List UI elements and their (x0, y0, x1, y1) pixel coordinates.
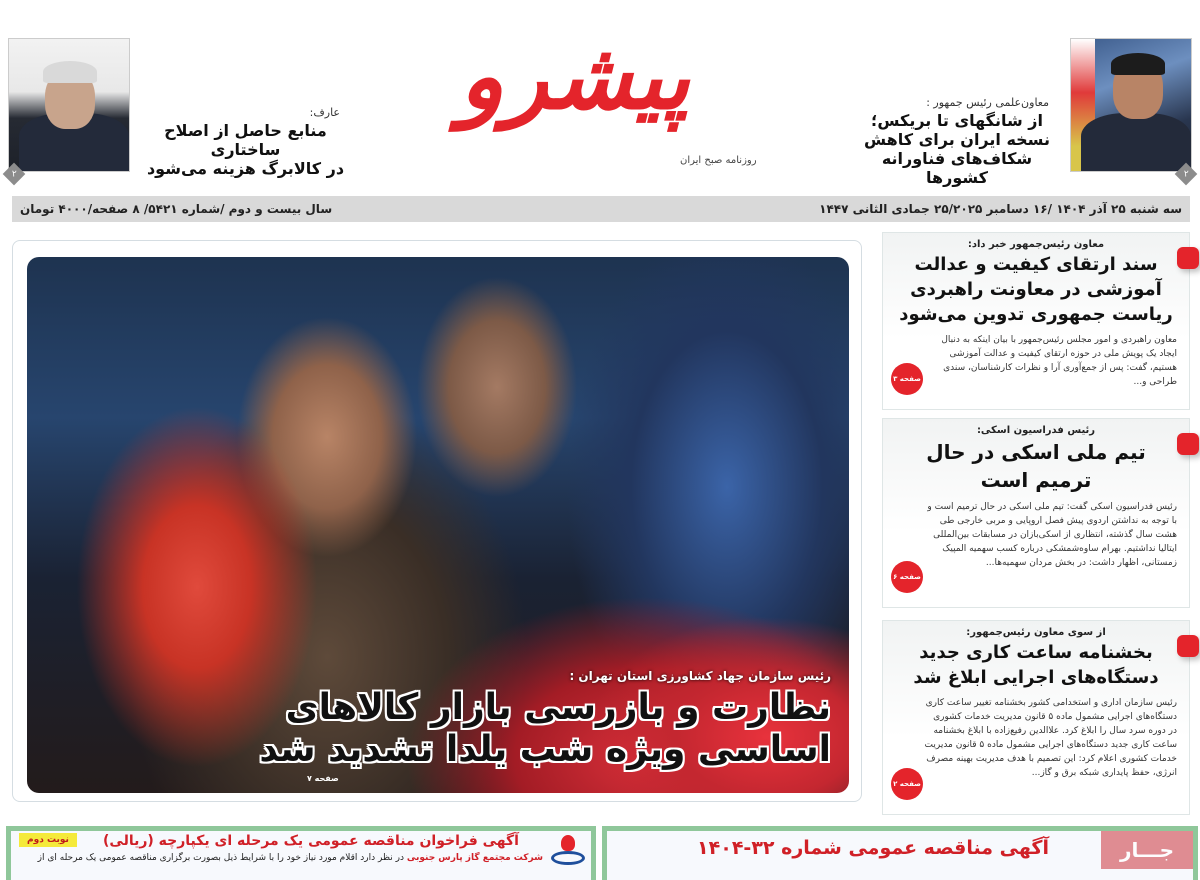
story-headline: تیم ملی اسکی در حال ترمیم است (926, 440, 1146, 492)
story-headline-line: در کالابرگ هزینه می‌شود (146, 159, 345, 178)
main-story-kicker: رئیس سازمان جهاد کشاورزی استان تهران : (569, 669, 831, 683)
story-kicker: معاون رئیس‌جمهور خبر داد: (967, 239, 1105, 250)
logo-subtitle: روزنامه صبح ایران (680, 155, 757, 166)
page-badge[interactable]: صفحه ۶ (891, 561, 923, 593)
story-photo (1070, 38, 1192, 172)
story-photo (8, 38, 130, 172)
main-story-page-label: صفحه ۷ (307, 774, 339, 783)
news-story[interactable] (882, 418, 1190, 608)
tender-ad-right[interactable] (602, 826, 1198, 880)
gas-company-logo-icon (551, 835, 585, 871)
ad-title: آگهی مناقصه عمومی شماره ۳۲-۱۴۰۴ (697, 837, 1049, 859)
main-story-frame (12, 240, 862, 802)
story-body: رئیس فدراسیون اسکی گفت: تیم ملی اسکی در حال ترمیم است و با توجه به نداشتن اردوی پیش فصل اروپایی و مربی خارجی طی هشت سال گذشته، انتظاری از اسکی‌بازان در مسابقات بین‌المللی ایتالیا نداشتیم. بهرام ساوه‌شمشکی درباره کسب سهمیه المپیک زمستانی، اظهار داشت: در بخش مردان سهمیه‌ها... (927, 502, 1177, 568)
issue-info: سال بیست و دوم /شماره ۵۴۲۱/ ۸ صفحه/۴۰۰۰ تومان (20, 202, 333, 216)
story-kicker: از سوی معاون رئیس‌جمهور: (966, 627, 1106, 638)
date-bar (12, 196, 1190, 222)
masthead-story-left[interactable] (8, 38, 348, 178)
news-story[interactable] (882, 620, 1190, 815)
ad-text: شرکت مجتمع گاز پارس جنوبی در نظر دارد اقلام مورد نیاز خود را با شرایط ذیل بصورت برگزاری مناقصه عمومی یک مرحله ای از (37, 853, 543, 863)
red-bullet-icon (1177, 635, 1199, 657)
story-body: معاون راهبردی و امور مجلس رئیس‌جمهور با بیان اینکه به دنبال ایجاد یک پویش ملی در حوزه ارتقای کیفیت و عدالت آموزشی هستیم، گفت: پس از جمع‌آوری آرا و نظرات کارشناسان، سندی طراحی و... (941, 335, 1177, 387)
issue-date: سه شنبه ۲۵ آذر ۱۴۰۴ /۱۶ دسامبر ۲۵/۲۰۲۵ جمادی الثانی ۱۴۴۷ (819, 202, 1182, 216)
newspaper-logo[interactable] (459, 0, 757, 190)
page-number-badge: ۲ (3, 163, 26, 186)
main-story-headline-line: نظارت و بازرسی بازار کالاهای (285, 687, 831, 728)
masthead (0, 0, 1200, 195)
logo-wordmark: پیشرو (459, 22, 690, 130)
story-headline-line: از شانگهای تا بریکس؛ (871, 111, 1043, 130)
ad-title: آگهی فراخوان مناقصه عمومی یک مرحله ای یکپارچه (ریالی) (103, 833, 519, 849)
page-number-badge: ۲ (1175, 163, 1198, 186)
news-story[interactable] (882, 232, 1190, 410)
main-story-caption (259, 669, 831, 771)
ad-round-tag: نوبت دوم (19, 833, 77, 847)
red-bullet-icon (1177, 433, 1199, 455)
tender-ad-left[interactable] (6, 826, 596, 880)
story-headline-line: نسخه ایران برای کاهش (864, 130, 1050, 149)
page-badge[interactable]: صفحه ۲ (891, 768, 923, 800)
story-text (857, 96, 1057, 187)
story-kicker: رئیس فدراسیون اسکی: (976, 425, 1096, 436)
page-badge[interactable]: صفحه ۳ (891, 363, 923, 395)
story-headline-line: شکاف‌های فناورانه کشورها (881, 149, 1033, 187)
jaar-watermark-logo: جـــار (1101, 831, 1193, 869)
story-kicker: عارف: (309, 106, 340, 119)
story-headline-line: منابع حاصل از اصلاح ساختاری (164, 121, 327, 159)
main-story-headline-line: اساسی ویژه شب یلدا تشدید شد (259, 729, 831, 770)
story-text (143, 106, 348, 178)
red-bullet-icon (1177, 247, 1199, 269)
story-headline: بخشنامه ساعت کاری جدید دستگاه‌های اجرایی ابلاغ شد (913, 642, 1159, 688)
masthead-story-right[interactable] (862, 38, 1192, 187)
story-kicker: معاون‌علمی رئیس جمهور : (926, 96, 1049, 109)
story-body: رئیس سازمان اداری و استخدامی کشور بخشنامه تغییر ساعت کاری دستگاه‌های اجرایی مشمول ماده ۵ قانون مدیریت خدمات کشوری در دوره سرد سال را ابلاغ کرد. علاالدین رفیع‌زاده با ابلاغ بخشنامه ساعت کاری جدید دستگاه‌های اجرایی مشمول ماده ۵ قانون مدیریت خدمات کشوری اعلام کرد: این تصمیم با هدف مدیریت بهینه مصرف انرژی، حفظ پایداری شبکه برق و گاز... (924, 698, 1177, 778)
ad-company: شرکت مجتمع گاز پارس جنوبی (406, 853, 543, 863)
main-story-photo[interactable] (27, 257, 849, 793)
story-headline: سند ارتقای کیفیت و عدالت آموزشی در معاونت راهبردی ریاست جمهوری تدوین می‌شود (899, 254, 1173, 325)
